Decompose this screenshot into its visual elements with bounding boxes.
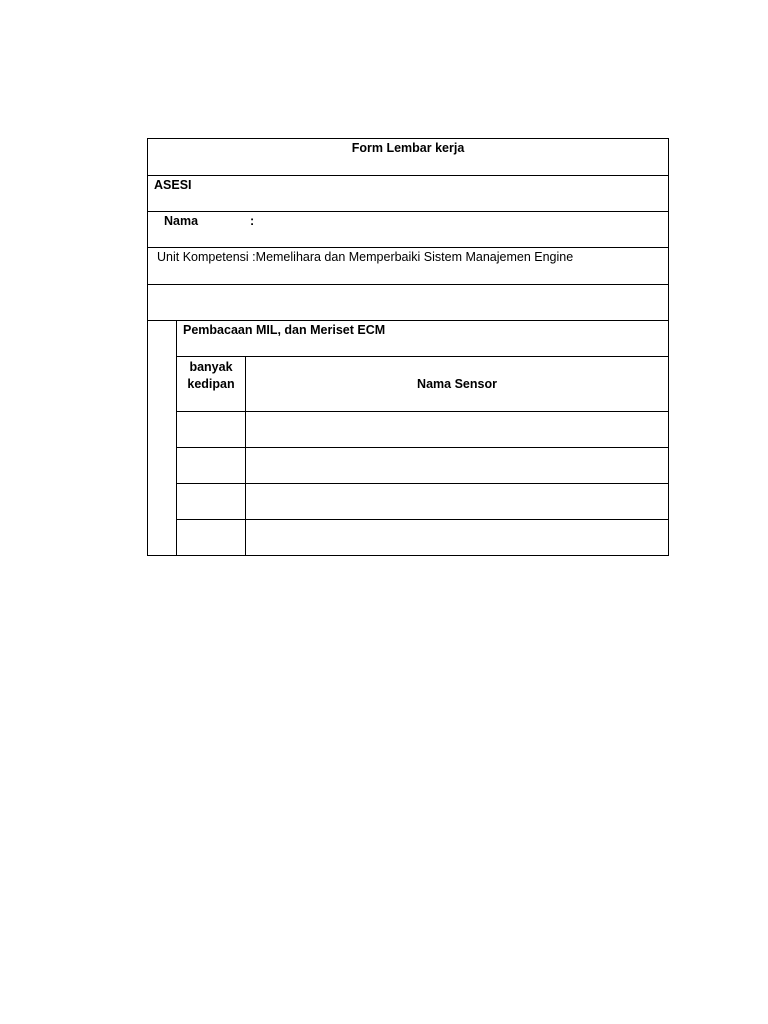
sensor-cell[interactable] [246, 520, 669, 556]
nama-field[interactable] [148, 212, 669, 248]
section-title-cell [177, 321, 669, 357]
count-cell[interactable] [177, 520, 246, 556]
count-cell[interactable] [177, 484, 246, 520]
form-title-row [148, 139, 669, 176]
unit-kompetensi-row [148, 248, 669, 285]
table-row [148, 448, 669, 484]
left-margin-cell [148, 321, 177, 556]
header-count-line2: kedipan [187, 377, 235, 391]
count-cell[interactable] [177, 412, 246, 448]
nama-colon: : [250, 214, 255, 228]
unit-kompetensi-cell [148, 248, 669, 285]
blank-cell[interactable] [148, 285, 669, 321]
header-count-line1: banyak [189, 360, 233, 374]
sensor-cell[interactable] [246, 448, 669, 484]
table-header-row [148, 357, 669, 412]
blank-row [148, 285, 669, 321]
section-title: Pembacaan MIL, dan Meriset ECM [183, 323, 386, 337]
asesi-label: ASESI [154, 178, 192, 192]
header-banyak-kedipan [177, 357, 246, 412]
sensor-cell[interactable] [246, 412, 669, 448]
sensor-cell[interactable] [246, 484, 669, 520]
nama-row [148, 212, 669, 248]
asesi-row [148, 176, 669, 212]
worksheet-form-table [147, 138, 669, 556]
header-sensor-label: Nama Sensor [417, 377, 497, 391]
header-nama-sensor [246, 357, 669, 412]
section-title-row [148, 321, 669, 357]
unit-kompetensi-text: Unit Kompetensi :Memelihara dan Memperbaiki Sistem Manajemen Engine [157, 250, 574, 264]
table-row [148, 484, 669, 520]
form-title-cell [148, 139, 669, 176]
form-title: Form Lembar kerja [351, 141, 465, 155]
table-row [148, 520, 669, 556]
count-cell[interactable] [177, 448, 246, 484]
table-row [148, 412, 669, 448]
asesi-cell [148, 176, 669, 212]
nama-label: Nama [164, 214, 199, 228]
